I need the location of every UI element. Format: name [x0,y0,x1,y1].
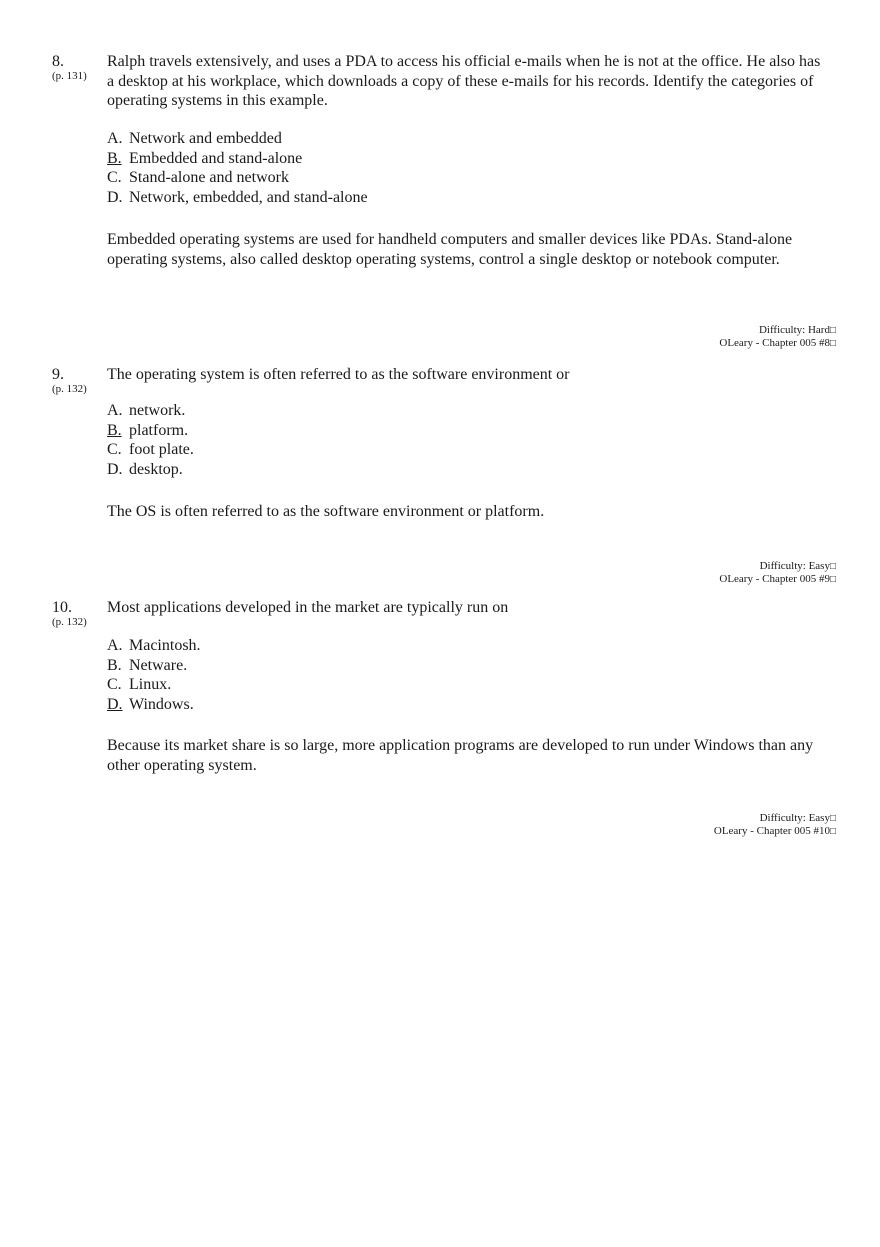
answer-options [107,401,707,479]
option-text: Network and embedded [129,130,282,147]
question-text: Ralph travels extensively, and uses a PDA to access his official e-mails when he is not at the office. He also has a desktop at his workplace, which downloads a copy of these e-mails for his records. Identify the categories of operating systems in this example. [107,53,821,109]
option-c [107,440,707,460]
correct-option-letter: B. [107,421,122,439]
question-number: 10. [52,599,72,616]
option-c [107,675,707,695]
option-letter: D. [107,188,123,206]
option-text: Netware. [129,656,188,674]
option-text: desktop. [129,460,183,478]
option-letter: B. [107,656,122,674]
question-number: 9. [52,366,64,383]
option-b [107,656,707,676]
answer-explanation: Embedded operating systems are used for handheld computers and smaller devices like PDAs. Stand-alone operating systems, also called desktop operating systems, control a single desktop or notebook computer. [107,231,793,268]
question-number: 8. [52,53,64,70]
option-a [107,401,707,421]
option-b [107,421,707,441]
source-label: OLeary - Chapter 005 #8□ [719,337,836,349]
option-letter: C. [107,676,122,693]
source-label: OLeary - Chapter 005 #9□ [719,573,836,585]
option-c [107,168,707,188]
question-text: Most applications developed in the market are typically run on [107,599,509,616]
option-text: network. [129,402,186,419]
option-d [107,695,707,715]
answer-explanation: The OS is often referred to as the software environment or platform. [107,503,545,520]
answer-options [107,636,707,714]
option-text: Linux. [129,676,172,693]
option-text: Network, embedded, and stand-alone [129,188,368,206]
page-reference: (p. 131) [52,70,87,82]
source-label: OLeary - Chapter 005 #10□ [713,825,836,837]
answer-explanation: Because its market share is so large, more application programs are developed to run under Windows than any other operating system. [107,737,814,774]
question-metadata [719,560,836,586]
correct-option-letter: D. [107,695,123,713]
answer-options [107,129,707,207]
option-text: platform. [129,421,189,439]
difficulty-label: Difficulty: Easy□ [759,812,836,824]
option-text: Stand-alone and network [129,169,289,186]
difficulty-label: Difficulty: Hard□ [758,324,836,336]
question-metadata [714,812,836,838]
option-letter: A. [107,637,123,654]
option-text: Macintosh. [129,637,201,654]
question-text: The operating system is often referred to as the software environment or [107,366,570,383]
page-reference: (p. 132) [52,616,87,628]
option-letter: C. [107,441,122,458]
option-a [107,129,707,149]
correct-option-letter: B. [107,149,122,167]
difficulty-label: Difficulty: Easy□ [759,560,836,572]
option-text: foot plate. [129,441,194,458]
option-b [107,149,707,169]
option-letter: C. [107,169,122,186]
option-letter: A. [107,402,123,419]
question-metadata [719,324,836,350]
option-a [107,636,707,656]
option-d [107,188,707,208]
page-reference: (p. 132) [52,383,87,395]
option-d [107,460,707,480]
option-text: Embedded and stand-alone [129,149,303,167]
option-text: Windows. [129,695,194,713]
option-letter: A. [107,130,123,147]
option-letter: D. [107,460,123,478]
